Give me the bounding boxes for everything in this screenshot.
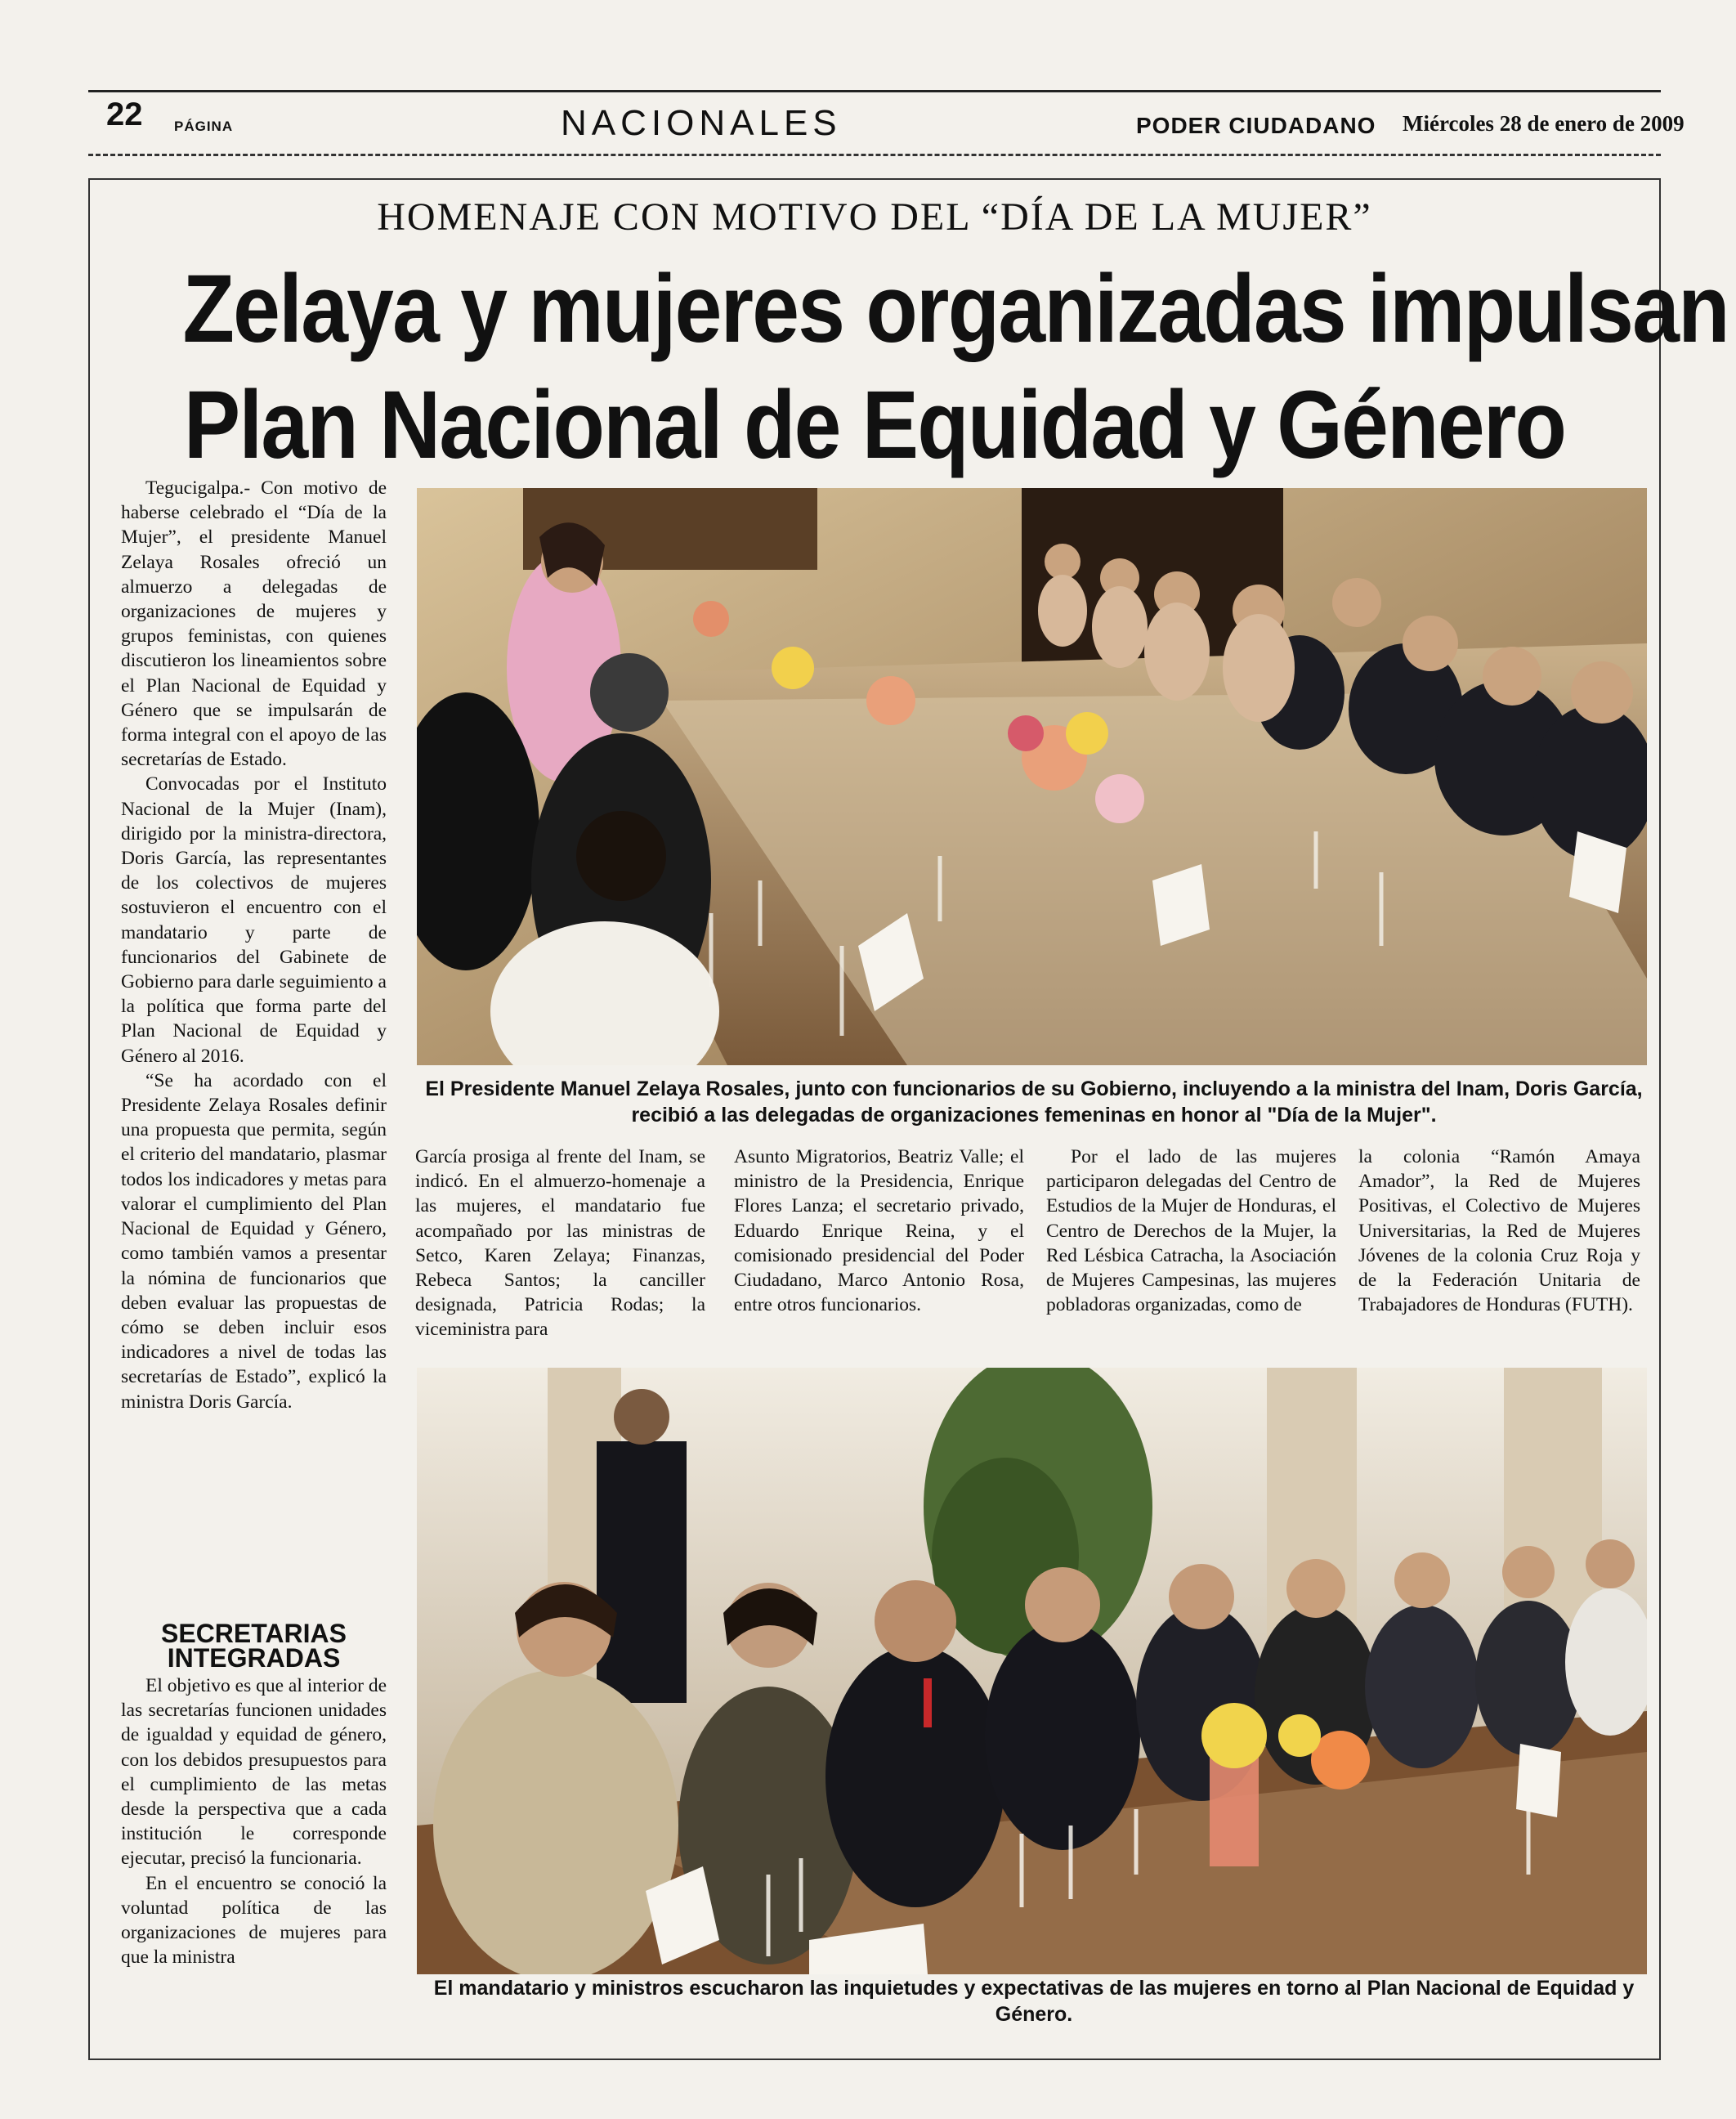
article-subhead: SECRETARIAS INTEGRADAS	[161, 1619, 347, 1673]
paragraph: El objetivo es que al interior de las secretarías funcionen unidades de igualdad y equidad de género, con los debidos presupuestos para el cumplimiento de las metas desde la perspectiva que a cada institución le corresponde ejecutar, precisó la funcionaria.	[121, 1675, 387, 1870]
article-column-3	[734, 1145, 1024, 1317]
headline-line-1: Zelaya y mujeres organizadas impulsan	[182, 255, 1729, 363]
paragraph: Por el lado de las mujeres participaron delegadas del Centro de Estudios de la Mujer de Honduras, el Centro de Derechos de la Mujer, la Red Lésbica Catracha, la Asociación de Mujeres Campesinas, las mujeres pobladoras organizadas, como de	[1046, 1146, 1336, 1316]
article-column-1-continued	[121, 1673, 387, 1969]
publication-name: PODER CIUDADANO	[1136, 113, 1376, 138]
article-column-2	[415, 1145, 705, 1342]
issue-date: Miércoles 28 de enero de 2009	[1403, 111, 1685, 136]
paragraph: Tegucigalpa.- Con motivo de haberse celebrado el “Día de la Mujer”, el presidente Manuel Zelaya Rosales ofreció un almuerzo a delegadas de organizaciones de mujeres y grupos feministas, con quienes discutieron los lineamientos sobre el Plan Nacional de Equidad y Género que se impulsarán de forma integral con el apoyo de las secretarías de Estado.	[121, 477, 387, 771]
photo-president-and-ministers	[417, 1368, 1647, 1974]
paragraph: “Se ha acordado con el Presidente Zelaya Rosales definir una propuesta que permita, según el criterio del mandatario, plasmar todos los indicadores y metas para valorar el cumplimiento del Plan Nacional de Equidad y Género, como también vamos a presentar la nómina de funcionarios que deben evaluar las propuestas de cómo se deben incluir esos indicadores a nivel de todas las secretarías de Estado”, explicó la ministra Doris García.	[121, 1069, 387, 1413]
photo-caption-1: El Presidente Manuel Zelaya Rosales, junto con funcionarios de su Gobierno, incluyendo a la ministra del Inam, Doris García, recibió a las delegadas de organizaciones femeninas en honor al "Día de la Mujer".	[425, 1077, 1643, 1127]
article-column-4	[1046, 1145, 1336, 1317]
photo-caption-2: El mandatario y ministros escucharon las inquietudes y expectativas de las mujeres en torno al Plan Nacional de Equidad y Género.	[433, 1977, 1635, 2026]
header-top-rule	[88, 90, 1661, 92]
paragraph: García prosiga al frente del Inam, se indicó. En el almuerzo-homenaje a las mujeres, el mandatario fue acompañado por las ministras de Setco, Karen Zelaya; Finanzas, Rebeca Santos; la canciller designada, Patricia Rodas; la viceministra para	[415, 1146, 705, 1341]
page-number: 22	[106, 96, 143, 132]
paragraph: la colonia “Ramón Amaya Amador”, la Red de Mujeres Positivas, el Colectivo de Mujeres Universitarias, la Red de Mujeres Jóvenes de la colonia Cruz Roja y de la Federación Unitaria de Trabajadores de Honduras (FUTH).	[1358, 1146, 1640, 1316]
photo-luncheon-table	[417, 488, 1647, 1065]
section-title: NACIONALES	[561, 103, 842, 143]
page-label: PÁGINA	[174, 119, 234, 134]
paragraph: En el encuentro se conoció la voluntad política de las organizaciones de mujeres para que la ministra	[121, 1872, 387, 1969]
paragraph: Convocadas por el Instituto Nacional de la Mujer (Inam), dirigido por la ministra-directora, Doris García, las representantes de los colectivos de mujeres sostuvieron el encuentro con el mandatario y parte de funcionarios del Gabinete de Gobierno para darle seguimiento a la política que forma parte del Plan Nacional de Equidad y Género al 2016.	[121, 773, 387, 1067]
header-bottom-rule	[88, 154, 1661, 156]
photo-illustration	[417, 488, 1647, 1065]
headline-line-2: Plan Nacional de Equidad y Género	[183, 371, 1566, 479]
article-column-1	[121, 476, 387, 1414]
article-column-5	[1358, 1145, 1640, 1317]
photo-illustration	[417, 1368, 1647, 1974]
article-kicker: HOMENAJE CON MOTIVO DEL “DÍA DE LA MUJER”	[377, 195, 1372, 239]
paragraph: Asunto Migratorios, Beatriz Valle; el ministro de la Presidencia, Enrique Flores Lanza; el secretario privado, Eduardo Enrique Reina, y el comisionado presidencial del Poder Ciudadano, Marco Antonio Rosa, entre otros funcionarios.	[734, 1146, 1024, 1316]
